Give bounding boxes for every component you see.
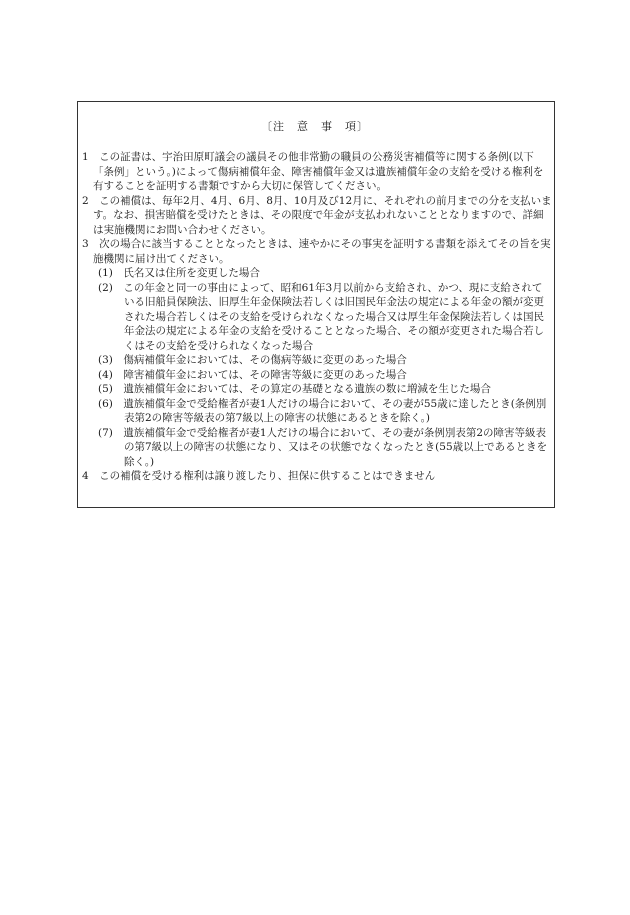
- notice-item-1: [82, 150, 552, 194]
- notice-subitem-1: (1) 氏名又は住所を変更した場合: [98, 267, 260, 279]
- notice-subitems: [82, 266, 552, 469]
- notice-content: [82, 150, 552, 484]
- notice-item-text: 2 この補償は、毎年2月、4月、6月、8月、10月及び12月に、それぞれの前月までの分を支払います。なお、損害賠償を受けたときは、その限度で年金が支払われないこととなりますので、詳細は実施機関にお問い合わせください。: [82, 194, 552, 236]
- notice-subitem-2: (2) この年金と同一の事由によって、昭和61年3月以前から支給され、かつ、現に支給されている旧船員保険法、旧厚生年金保険法若しくは旧国民年金法の規定による年金の額が変更された場合若しくはその支給を受けられなくなった場合又は厚生年金保険法若しくは国民年金法の規定による年金の支給を受けることとなった場合、その額が変更された場合若しくはその支給を受けられなくなった場合: [98, 281, 544, 352]
- notice-item-4: [82, 469, 552, 484]
- notice-subitem-4: (4) 障害補償年金においては、その障害等級に変更のあった場合: [98, 368, 407, 381]
- notice-subitem-3: (3) 傷病補償年金においては、その傷病等級に変更のあった場合: [98, 354, 407, 366]
- notice-subitem-5: (5) 遺族補償年金においては、その算定の基礎となる遺族の数に増減を生じた場合: [98, 383, 491, 395]
- notice-item-text: 3 次の場合に該当することとなったときは、速やかにその事実を証明する書類を添えてその旨を実施機関に届け出てください。: [82, 238, 551, 265]
- notice-subitem-7: (7) 遺族補償年金で受給権者が妻1人だけの場合において、その妻が条例別表第2の障害等級表の第7級以上の障害の状態になり、又はその状態でなくなったとき(55歳以上であるときを除く。): [98, 426, 548, 468]
- notice-item-text: 1 この証書は、宇治田原町議会の議員その他非常勤の職員の公務災害補償等に関する条例(以下「条例」という。)によって傷病補償年金、障害補償年金又は遺族補償年金の支給を受ける権利を有することを証明する書類ですから大切に保管してください。: [82, 151, 544, 192]
- notice-item-text: 4 この補償を受ける権利は譲り渡したり、担保に供することはできません: [82, 470, 436, 482]
- notice-item-3: [82, 237, 552, 469]
- notice-title: 〔注 意 事 項〕: [261, 120, 369, 133]
- notice-subitem-6: (6) 遺族補償年金で受給権者が妻1人だけの場合において、その妻が55歳に達したとき(条例別表第2の障害等級表の第7級以上の障害の状態にあるときを除く。): [98, 397, 547, 424]
- notice-item-2: [82, 194, 552, 238]
